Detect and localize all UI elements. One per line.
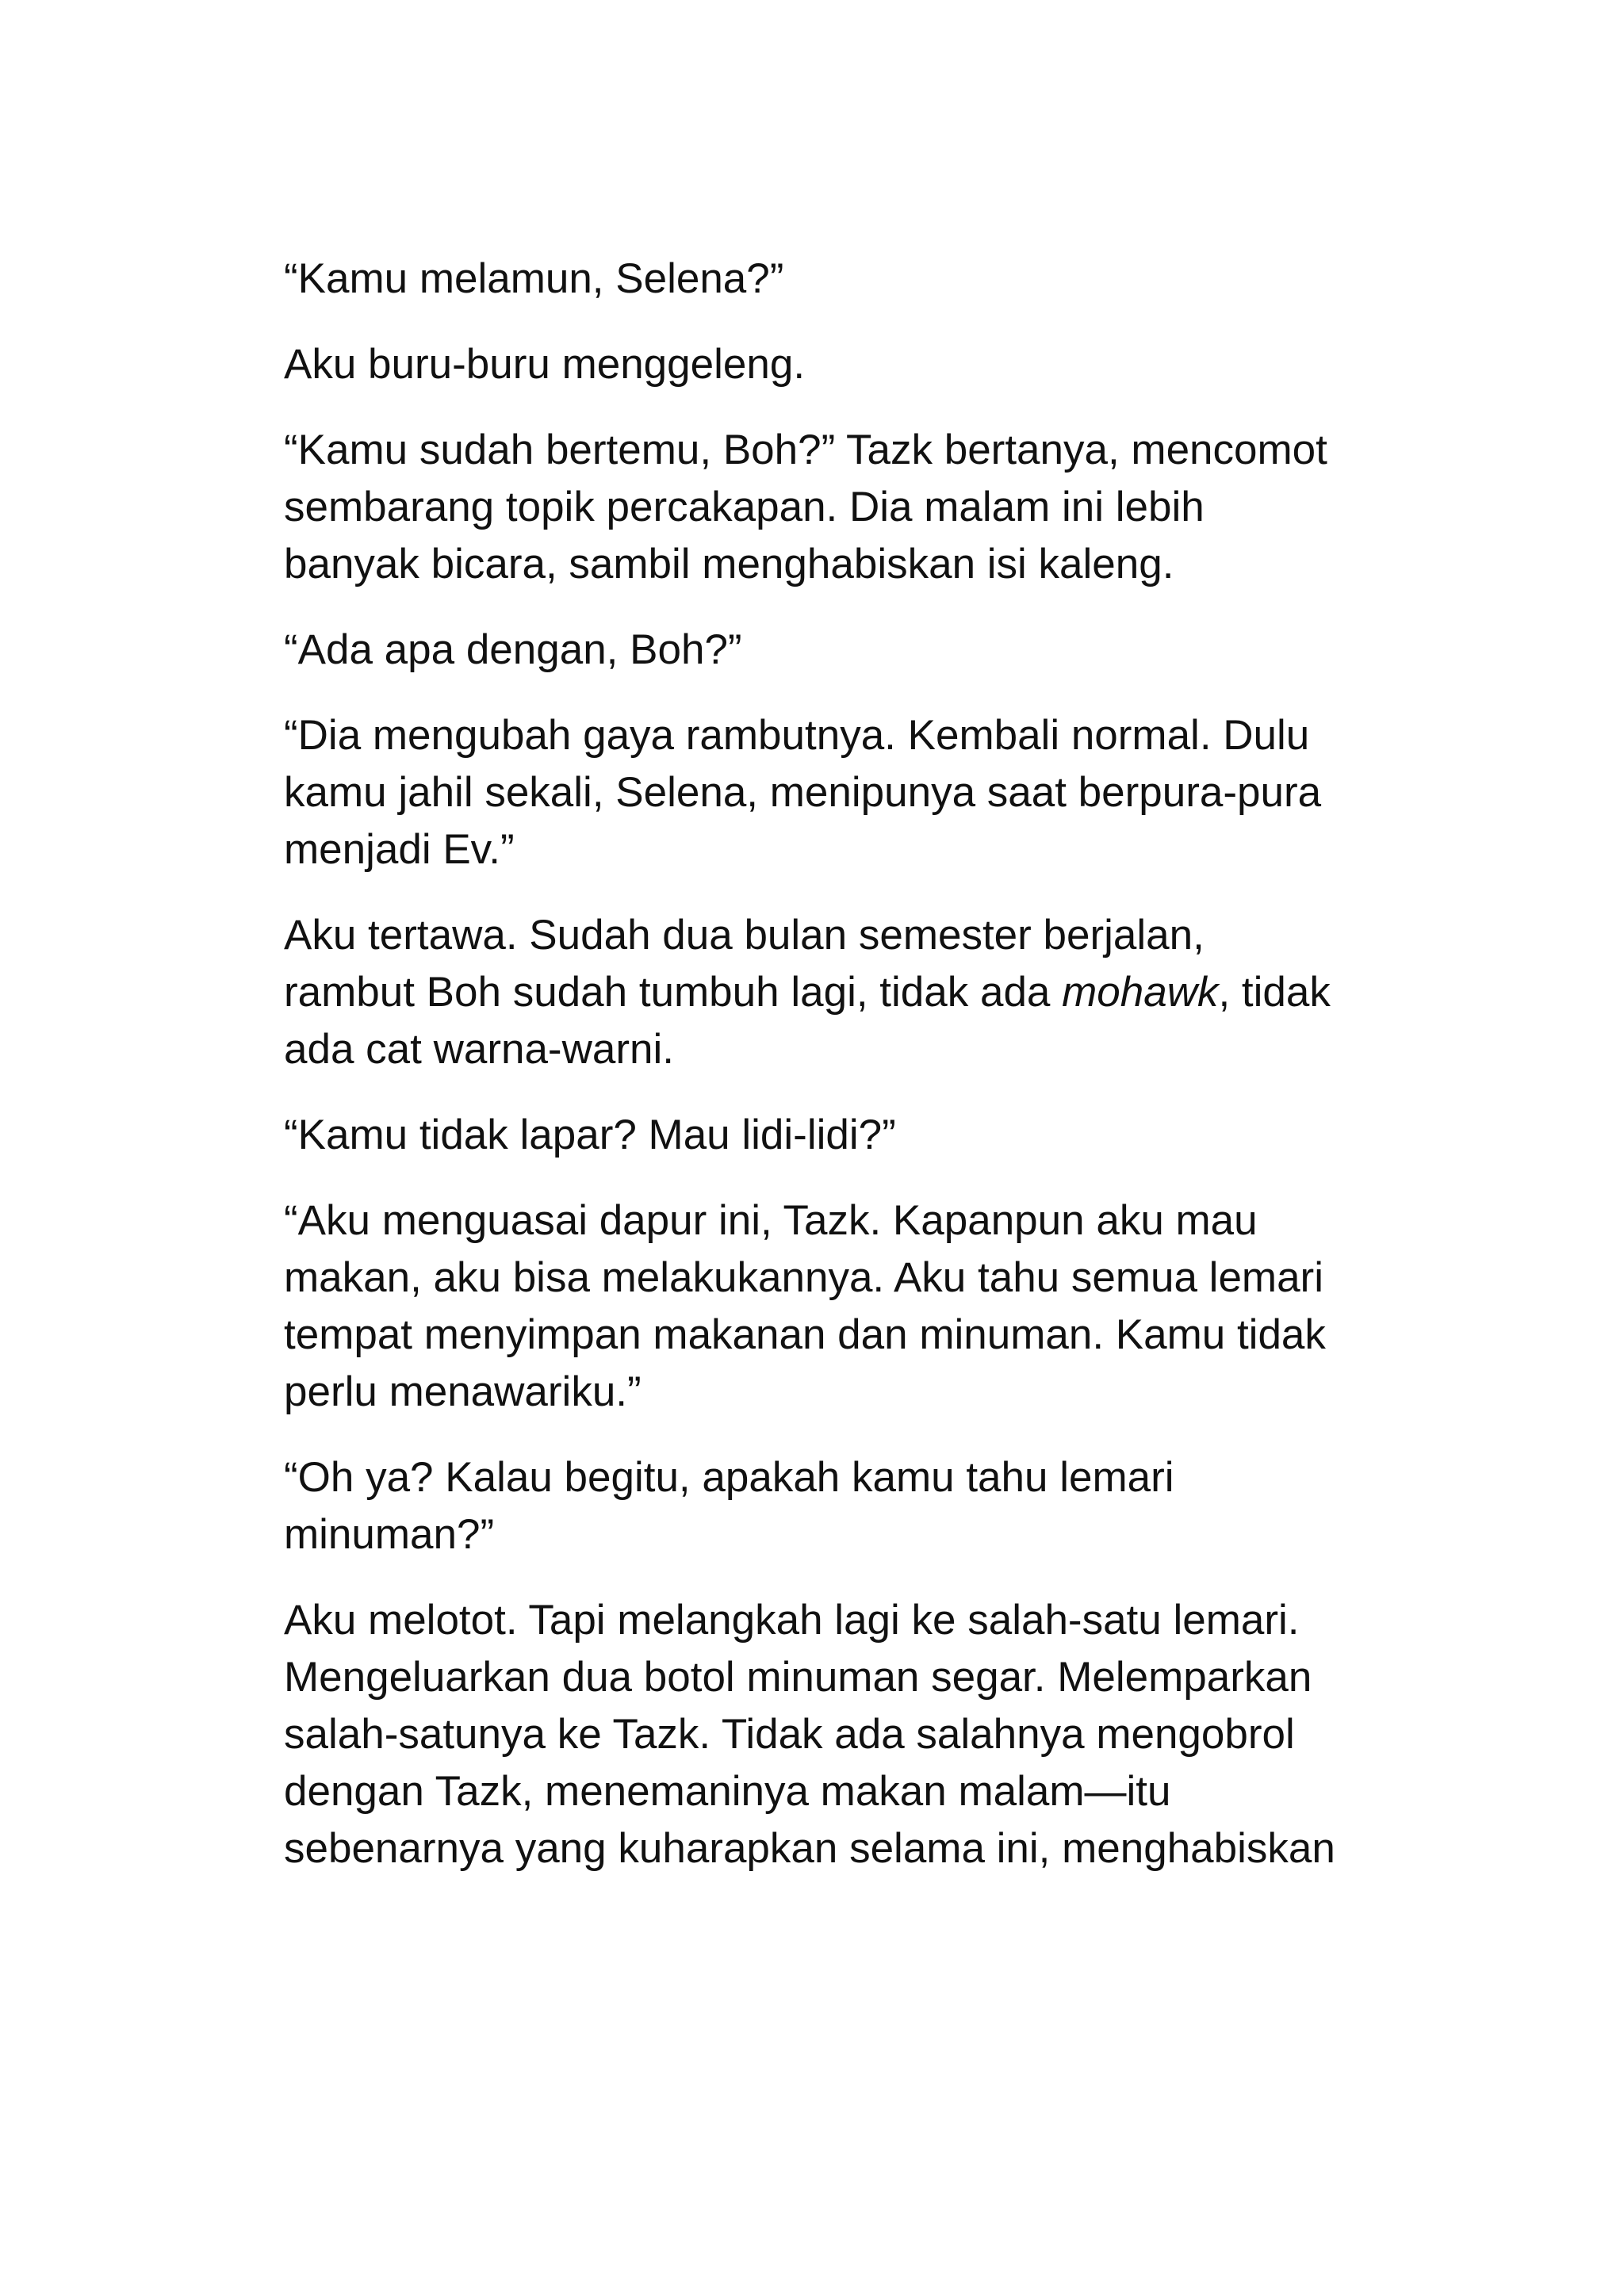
- story-text: [284, 251, 1362, 1906]
- text-line: [284, 1820, 1362, 1877]
- text-run: salah-satunya ke Tazk. Tidak ada salahnya mengobrol: [284, 1711, 1295, 1758]
- paragraph: [284, 622, 1362, 679]
- paragraph: [284, 1449, 1362, 1563]
- text-run: Aku melotot. Tapi melangkah lagi ke salah-satu lemari.: [284, 1597, 1300, 1644]
- text-line: [284, 707, 1362, 764]
- text-run: “Ada apa dengan, Boh?”: [284, 626, 742, 673]
- text-run: sebenarnya yang kuharapkan selama ini, menghabiskan: [284, 1825, 1335, 1872]
- text-line: [284, 622, 1362, 679]
- paragraph: [284, 707, 1362, 878]
- text-line: [284, 1506, 1362, 1563]
- text-run: sembarang topik percakapan. Dia malam ini lebih: [284, 484, 1205, 530]
- text-run: banyak bicara, sambil menghabiskan isi kaleng.: [284, 541, 1174, 587]
- text-line: [284, 536, 1362, 593]
- text-line: [284, 1706, 1362, 1763]
- text-run: perlu menawariku.”: [284, 1368, 642, 1415]
- paragraph: [284, 422, 1362, 593]
- paragraph: [284, 907, 1362, 1078]
- text-line: [284, 1449, 1362, 1506]
- text-line: [284, 1107, 1362, 1164]
- text-line: [284, 479, 1362, 536]
- text-line: [284, 336, 1362, 393]
- text-line: [284, 1763, 1362, 1820]
- text-line: [284, 821, 1362, 878]
- text-run: “Kamu sudah bertemu, Boh?” Tazk bertanya, mencomot: [284, 427, 1327, 473]
- text-line: [284, 1364, 1362, 1421]
- text-run: makan, aku bisa melakukannya. Aku tahu semua lemari: [284, 1254, 1323, 1301]
- text-line: [284, 1307, 1362, 1364]
- text-run: menjadi Ev.”: [284, 826, 515, 873]
- text-run: tempat menyimpan makanan dan minuman. Kamu tidak: [284, 1311, 1326, 1358]
- text-line: [284, 251, 1362, 308]
- text-line: [284, 1192, 1362, 1249]
- text-line: [284, 1249, 1362, 1307]
- text-run: ada cat warna-warni.: [284, 1026, 674, 1073]
- paragraph: [284, 1192, 1362, 1421]
- italic-term: mohawk: [1062, 969, 1219, 1016]
- text-run: “Dia mengubah gaya rambutnya. Kembali normal. Dulu: [284, 712, 1310, 759]
- text-run: Aku buru-buru menggeleng.: [284, 341, 806, 388]
- text-run: “Kamu melamun, Selena?”: [284, 255, 784, 302]
- text-line: [284, 907, 1362, 964]
- text-run: minuman?”: [284, 1511, 495, 1558]
- text-run: “Kamu tidak lapar? Mau lidi-lidi?”: [284, 1112, 896, 1158]
- text-run: , tidak: [1218, 969, 1331, 1016]
- paragraph: [284, 336, 1362, 393]
- text-line: [284, 764, 1362, 821]
- text-run: “Oh ya? Kalau begitu, apakah kamu tahu lemari: [284, 1454, 1174, 1501]
- text-line: [284, 1649, 1362, 1706]
- text-line: [284, 964, 1362, 1021]
- text-line: [284, 1592, 1362, 1649]
- paragraph: [284, 1107, 1362, 1164]
- text-line: [284, 422, 1362, 479]
- text-run: Mengeluarkan dua botol minuman segar. Melemparkan: [284, 1654, 1312, 1701]
- paragraph: [284, 251, 1362, 308]
- paragraph: [284, 1592, 1362, 1877]
- text-run: rambut Boh sudah tumbuh lagi, tidak ada: [284, 969, 1063, 1016]
- text-run: dengan Tazk, menemaninya makan malam—itu: [284, 1768, 1171, 1815]
- text-run: kamu jahil sekali, Selena, menipunya saat berpura-pura: [284, 769, 1322, 816]
- text-run: Aku tertawa. Sudah dua bulan semester berjalan,: [284, 912, 1205, 959]
- text-run: “Aku menguasai dapur ini, Tazk. Kapanpun aku mau: [284, 1197, 1258, 1244]
- text-line: [284, 1021, 1362, 1078]
